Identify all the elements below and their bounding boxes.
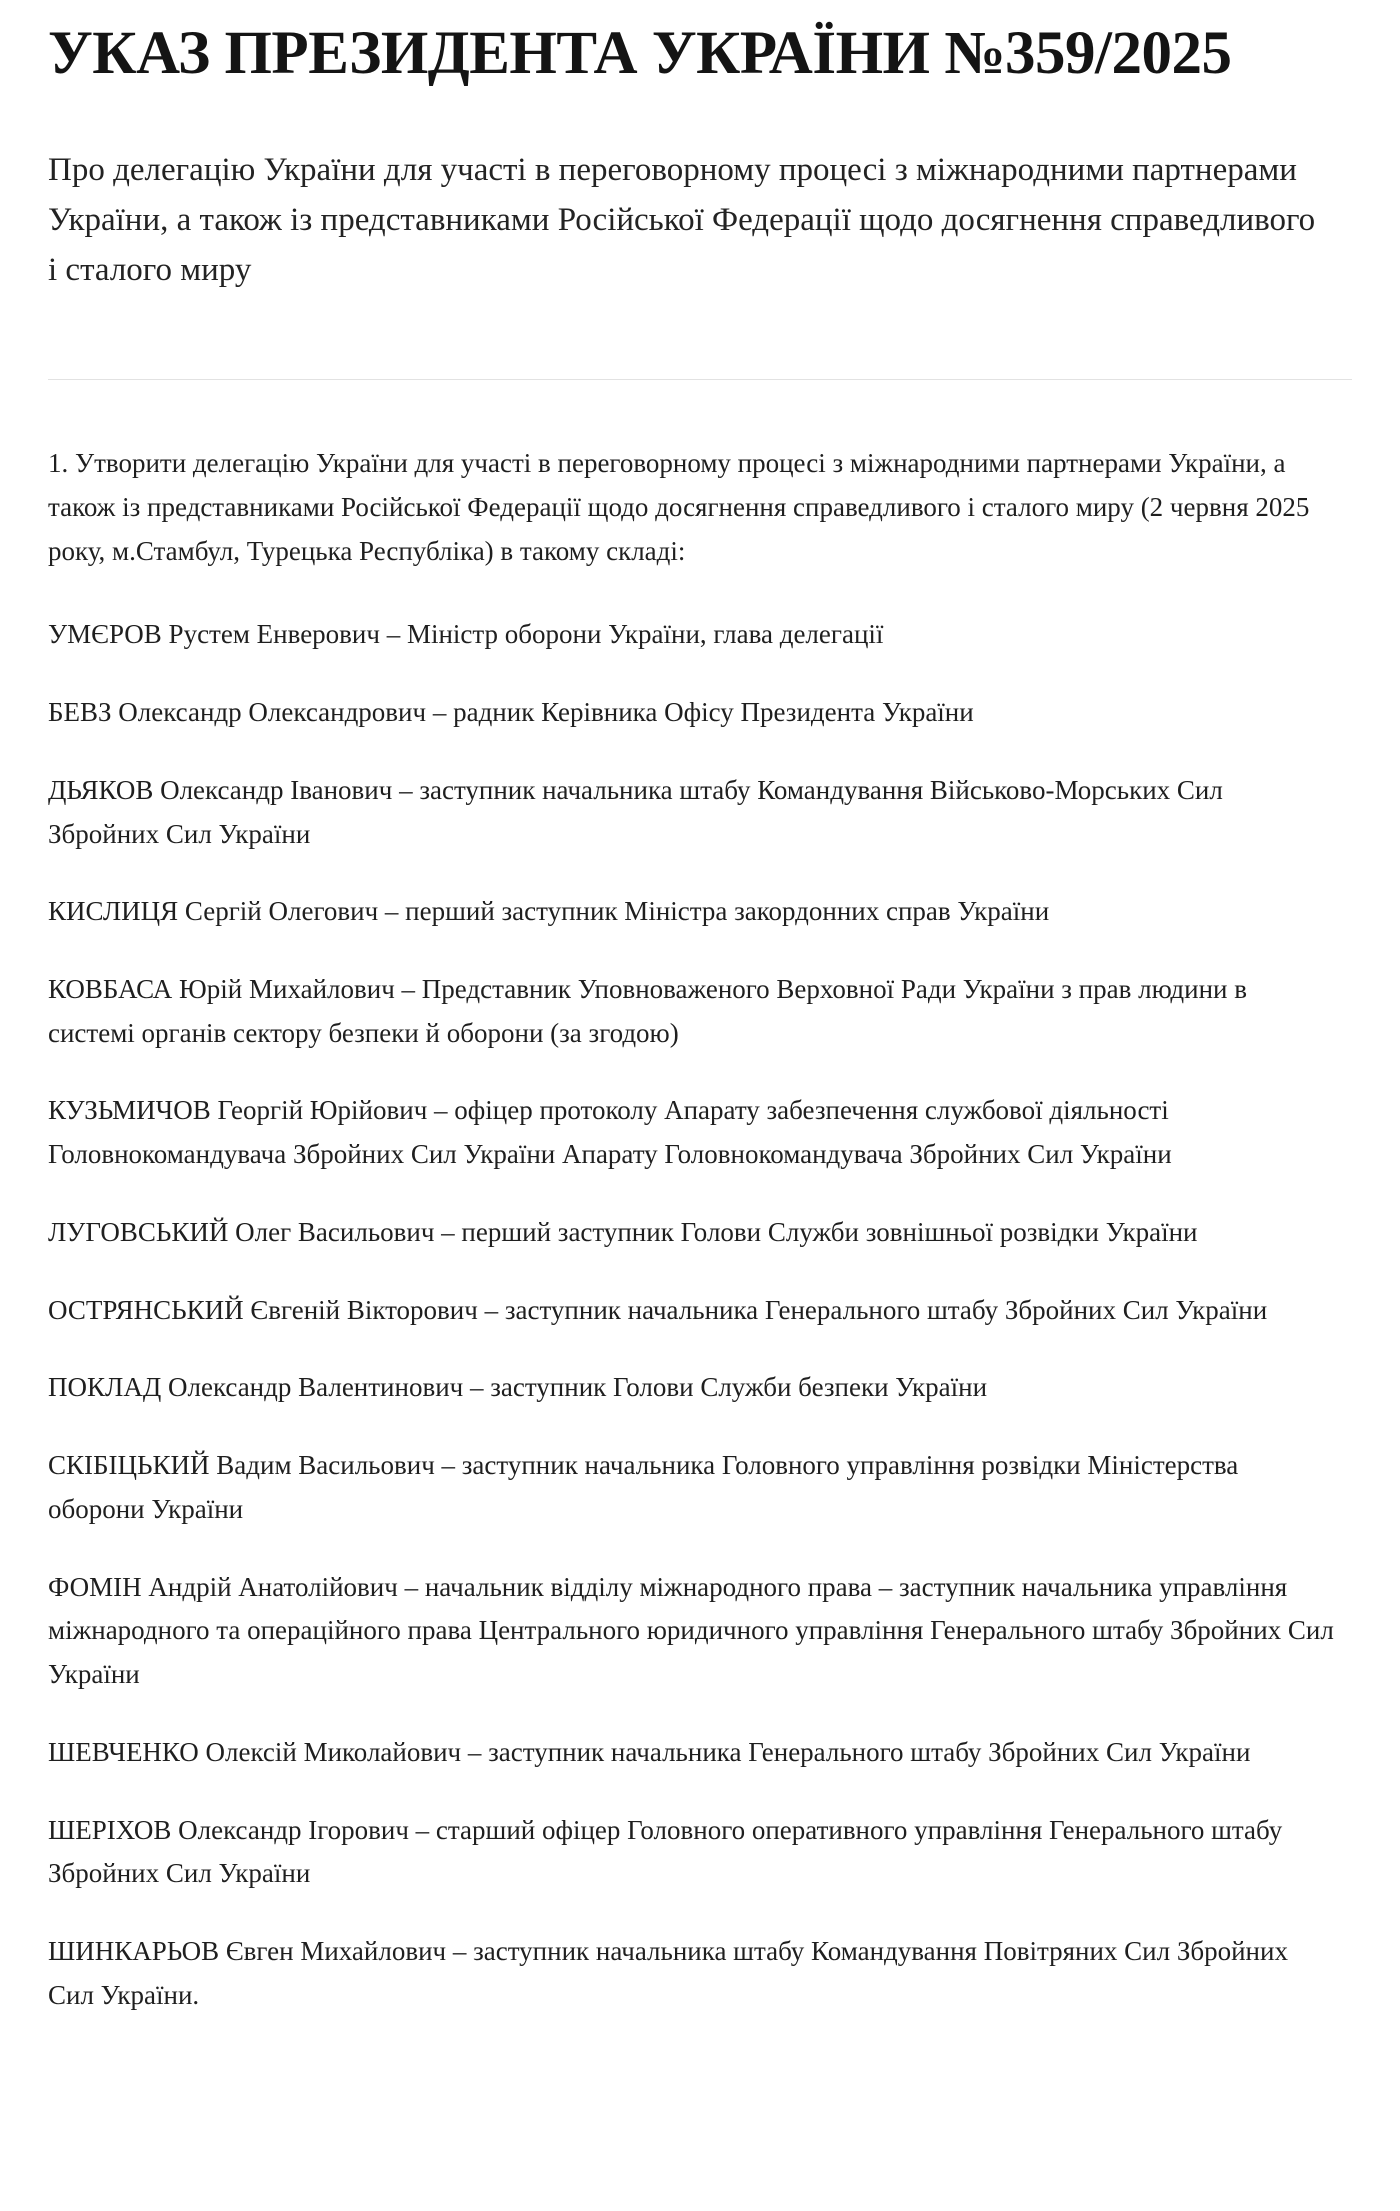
delegation-member: БЕВЗ Олександр Олександрович – радник Керівника Офісу Президента України (48, 697, 974, 728)
delegation-member: ШИНКАРЬОВ Євген Михайлович – заступник начальника штабу Командування Повітряних Сил Збройних Сил України. (48, 1936, 1288, 2010)
delegation-member: ШЕРІХОВ Олександр Ігорович – старший офіцер Головного оперативного управління Генерального штабу Збройних Сил України (48, 1814, 1283, 1889)
delegation-member: КОВБАСА Юрій Михайлович – Представник Уповноваженого Верховної Ради України з прав людини в системі органів сектору безпеки й оборони (за згодою) (48, 974, 1247, 1048)
delegation-member: ЛУГОВСЬКИЙ Олег Васильович – перший заступник Голови Служби зовнішньої розвідки України (48, 1216, 1198, 1247)
delegation-member-list (48, 613, 1352, 2017)
delegation-member: КУЗЬМИЧОВ Георгій Юрійович – офіцер протоколу Апарату забезпечення службової діяльності Головнокомандувача Збройних Сил України Апарату Головнокомандувача Збройних Сил України (48, 1095, 1172, 1170)
delegation-member: УМЄРОВ Рустем Енверович – Міністр оборони України, глава делегації (48, 619, 884, 650)
delegation-member: КИСЛИЦЯ Сергій Олегович – перший заступник Міністра закордонних справ України (48, 896, 1050, 927)
delegation-member: ПОКЛАД Олександр Валентинович – заступник Голови Служби безпеки України (48, 1372, 988, 1403)
document-body (48, 442, 1352, 2017)
delegation-member: СКІБІЦЬКИЙ Вадим Васильович – заступник начальника Головного управління розвідки Міністерства оборони України (48, 1450, 1239, 1524)
page-title: УКАЗ ПРЕЗИДЕНТА УКРАЇНИ №359/2025 (48, 20, 1232, 87)
document-subtitle: Про делегацію України для участі в переговорному процесі з міжнародними партнерами України, а також із представниками Російської Федерації щодо досягнення справедливого і сталого миру (48, 151, 1316, 288)
delegation-member: ФОМІН Андрій Анатолійович – начальник відділу міжнародного права – заступник начальника управління міжнародного та операційного права Центрального юридичного управління Генерального штабу Збройних Сил України (48, 1571, 1334, 1690)
delegation-member: ДЬЯКОВ Олександр Іванович – заступник начальника штабу Командування Військово-Морських Сил Збройних Сил України (48, 774, 1223, 849)
header-divider (48, 379, 1352, 380)
lead-paragraph: 1. Утворити делегацію України для участі в переговорному процесі з міжнародними партнерами України, а також із представниками Російської Федерації щодо досягнення справедливого і сталого миру (2 червня 2025 року, м.Стамбул, Турецька Республіка) в такому складі: (48, 448, 1310, 566)
decree-document-page (0, 22, 1400, 2057)
delegation-member: ОСТРЯНСЬКИЙ Євгеній Вікторович – заступник начальника Генерального штабу Збройних Сил України (48, 1294, 1268, 1325)
delegation-member: ШЕВЧЕНКО Олексій Миколайович – заступник начальника Генерального штабу Збройних Сил України (48, 1736, 1251, 1767)
